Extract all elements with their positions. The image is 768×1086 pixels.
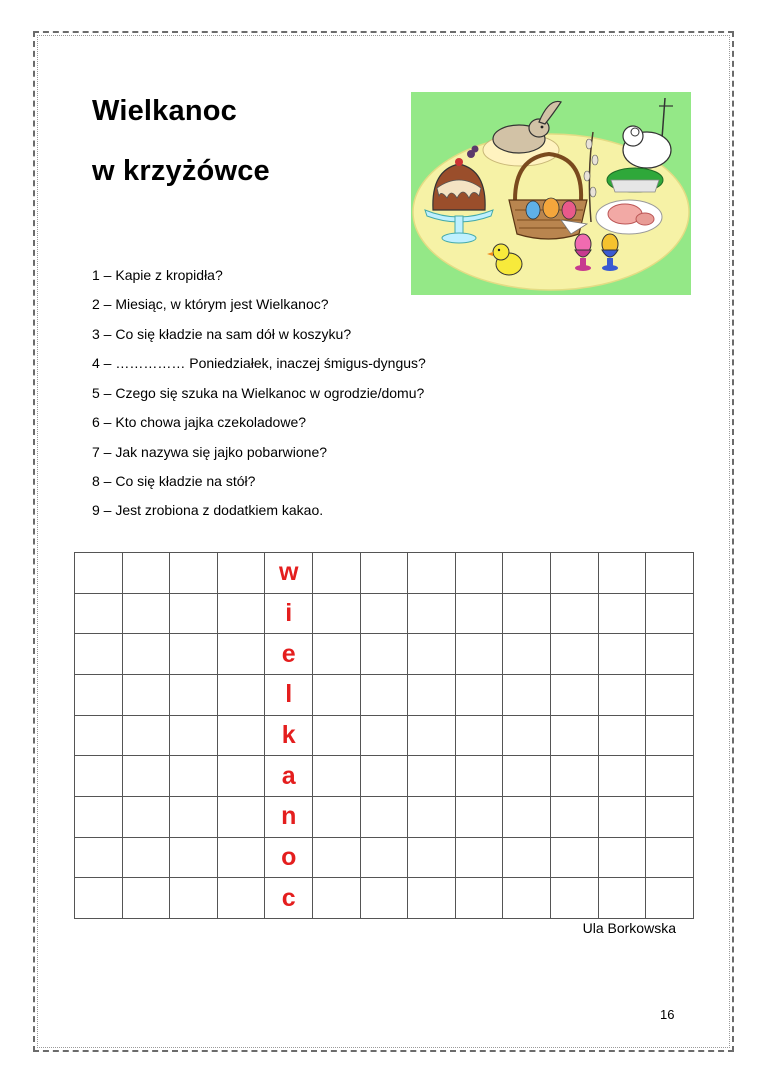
- crossword-cell: [217, 837, 265, 878]
- question-4: 4 – …………… Poniedziałek, inaczej śmigus-dyngus?: [92, 355, 426, 371]
- crossword-cell: [551, 634, 599, 675]
- crossword-cell: [313, 634, 361, 675]
- egg-cup: [602, 265, 618, 271]
- crossword-cell: [217, 878, 265, 919]
- question-8: 8 – Co się kładzie na stół?: [92, 473, 256, 489]
- crossword-cell: [313, 878, 361, 919]
- crossword-cell: [598, 634, 646, 675]
- crossword-cell: [503, 796, 551, 837]
- crossword-cell: [646, 837, 694, 878]
- crossword-cell: [217, 553, 265, 594]
- crossword-cell: [455, 634, 503, 675]
- crossword-cell: [408, 593, 456, 634]
- crossword-cell: [598, 674, 646, 715]
- crossword-cell: [122, 756, 170, 797]
- crossword-cell: [455, 878, 503, 919]
- crossword-cell: [75, 796, 123, 837]
- crossword-row: [75, 878, 694, 919]
- crossword-cell: [408, 553, 456, 594]
- crossword-cell: [455, 796, 503, 837]
- question-1: 1 – Kapie z kropidła?: [92, 267, 223, 283]
- solution-letter-cell: w: [265, 553, 313, 594]
- easter-table-illustration: [411, 92, 691, 295]
- crossword-cell: [551, 674, 599, 715]
- crossword-cell: [360, 837, 408, 878]
- crossword-row: [75, 756, 694, 797]
- crossword-cell: [646, 715, 694, 756]
- crossword-cell: [551, 837, 599, 878]
- crossword-cell: [170, 837, 218, 878]
- crossword-cell: [360, 878, 408, 919]
- question-7: 7 – Jak nazywa się jajko pobarwione?: [92, 444, 328, 460]
- crossword-cell: [598, 715, 646, 756]
- crossword-cell: [646, 796, 694, 837]
- crossword-cell: [598, 593, 646, 634]
- crossword-cell: [313, 593, 361, 634]
- crossword-cell: [75, 878, 123, 919]
- crossword-cell: [75, 756, 123, 797]
- crossword-cell: [503, 715, 551, 756]
- title-line-1: Wielkanoc: [92, 95, 237, 127]
- question-2: 2 – Miesiąc, w którym jest Wielkanoc?: [92, 296, 329, 312]
- crossword-cell: [408, 837, 456, 878]
- crossword-cell: [75, 593, 123, 634]
- egg-cup: [575, 265, 591, 271]
- crossword-row: [75, 796, 694, 837]
- crossword-row: [75, 593, 694, 634]
- crossword-cell: [455, 593, 503, 634]
- crossword-cell: [551, 756, 599, 797]
- crossword-cell: [75, 715, 123, 756]
- crossword-cell: [217, 634, 265, 675]
- cake-stand: [442, 233, 476, 243]
- solution-letter-cell: l: [265, 674, 313, 715]
- crossword-cell: [122, 796, 170, 837]
- crossword-cell: [170, 553, 218, 594]
- crossword-cell: [408, 756, 456, 797]
- crossword-row: [75, 715, 694, 756]
- crossword-cell: [503, 674, 551, 715]
- crossword-cell: [170, 756, 218, 797]
- crossword-cell: [455, 715, 503, 756]
- crossword-cell: [503, 553, 551, 594]
- crossword-cell: [313, 715, 361, 756]
- crossword-cell: [313, 796, 361, 837]
- crossword-cell: [646, 756, 694, 797]
- crossword-cell: [503, 756, 551, 797]
- crossword-cell: [408, 674, 456, 715]
- crossword-cell: [313, 553, 361, 594]
- crossword-cell: [646, 674, 694, 715]
- page-number: 16: [660, 1007, 675, 1022]
- crossword-cell: [646, 593, 694, 634]
- crossword-cell: [598, 553, 646, 594]
- question-5: 5 – Czego się szuka na Wielkanoc w ogrodzie/domu?: [92, 385, 425, 401]
- crossword-cell: [122, 634, 170, 675]
- crossword-cell: [217, 756, 265, 797]
- solution-letter-cell: o: [265, 837, 313, 878]
- crossword-cell: [75, 837, 123, 878]
- crossword-cell: [408, 796, 456, 837]
- crossword-cell: [122, 674, 170, 715]
- crossword-cell: [360, 756, 408, 797]
- crossword-cell: [360, 796, 408, 837]
- crossword-cell: [455, 553, 503, 594]
- crossword-row: [75, 674, 694, 715]
- crossword-cell: [503, 878, 551, 919]
- question-3: 3 – Co się kładzie na sam dół w koszyku?: [92, 326, 352, 342]
- crossword-cell: [455, 837, 503, 878]
- solution-letter-cell: c: [265, 878, 313, 919]
- crossword-cell: [551, 553, 599, 594]
- crossword-cell: [170, 634, 218, 675]
- crossword-cell: [360, 553, 408, 594]
- crossword-cell: [122, 837, 170, 878]
- crossword-grid: [74, 552, 694, 919]
- crossword-cell: [170, 715, 218, 756]
- crossword-cell: [551, 715, 599, 756]
- crossword-cell: [170, 674, 218, 715]
- crossword-cell: [313, 674, 361, 715]
- crossword-cell: [551, 796, 599, 837]
- crossword-cell: [598, 878, 646, 919]
- question-6: 6 – Kto chowa jajka czekoladowe?: [92, 414, 307, 430]
- crossword-cell: [122, 715, 170, 756]
- crossword-cell: [503, 634, 551, 675]
- crossword-cell: [646, 634, 694, 675]
- crossword-cell: [170, 878, 218, 919]
- crossword-row: [75, 837, 694, 878]
- crossword-cell: [122, 593, 170, 634]
- crossword-cell: [75, 634, 123, 675]
- question-9: 9 – Jest zrobiona z dodatkiem kakao.: [92, 502, 324, 518]
- crossword-cell: [75, 553, 123, 594]
- crossword-cell: [646, 878, 694, 919]
- crossword-cell: [551, 593, 599, 634]
- crossword-row: [75, 634, 694, 675]
- crossword-cell: [408, 634, 456, 675]
- crossword-cell: [598, 796, 646, 837]
- crossword-cell: [646, 553, 694, 594]
- crossword-cell: [360, 674, 408, 715]
- crossword-cell: [408, 878, 456, 919]
- crossword-cell: [217, 593, 265, 634]
- solution-letter-cell: e: [265, 634, 313, 675]
- crossword-cell: [598, 756, 646, 797]
- crossword-cell: [122, 878, 170, 919]
- crossword-cell: [75, 674, 123, 715]
- author-name: Ula Borkowska: [582, 920, 676, 936]
- crossword-cell: [503, 837, 551, 878]
- crossword-row: [75, 553, 694, 594]
- crossword-cell: [551, 878, 599, 919]
- crossword-cell: [217, 674, 265, 715]
- solution-letter-cell: i: [265, 593, 313, 634]
- crossword-cell: [313, 756, 361, 797]
- crossword-cell: [360, 593, 408, 634]
- crossword-cell: [313, 837, 361, 878]
- title-line-2: w krzyżówce: [92, 155, 270, 187]
- solution-letter-cell: a: [265, 756, 313, 797]
- crossword-cell: [408, 715, 456, 756]
- crossword-cell: [122, 553, 170, 594]
- crossword-cell: [503, 593, 551, 634]
- crossword-cell: [360, 634, 408, 675]
- crossword-cell: [170, 796, 218, 837]
- crossword-cell: [217, 715, 265, 756]
- crossword-cell: [360, 715, 408, 756]
- solution-letter-cell: k: [265, 715, 313, 756]
- solution-letter-cell: n: [265, 796, 313, 837]
- crossword-cell: [598, 837, 646, 878]
- crossword-cell: [170, 593, 218, 634]
- crossword-cell: [455, 674, 503, 715]
- crossword-cell: [455, 756, 503, 797]
- crossword-cell: [217, 796, 265, 837]
